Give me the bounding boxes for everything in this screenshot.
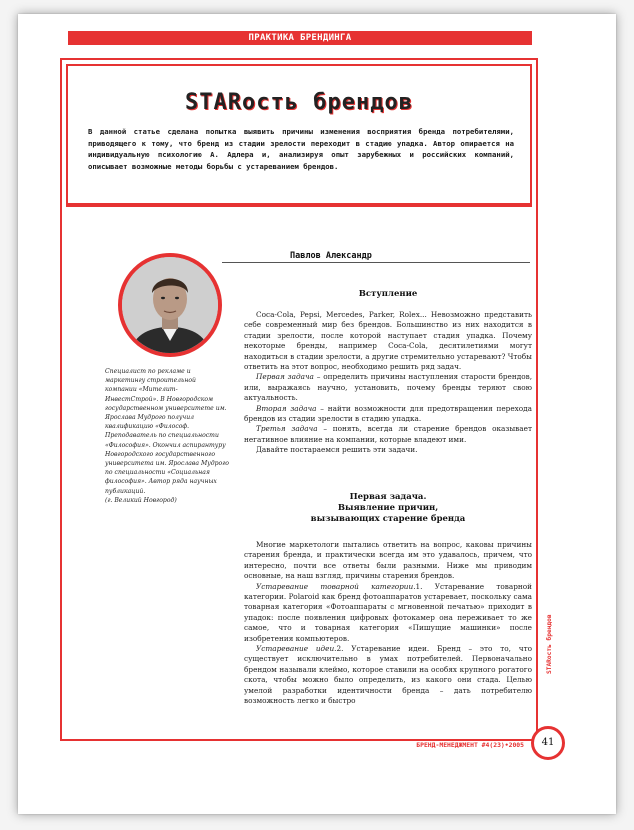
- paragraph: [244, 582, 532, 644]
- paragraph: [244, 372, 532, 403]
- italic-lead: Вторая задача: [256, 403, 317, 413]
- page-number: 41: [531, 726, 565, 760]
- paragraph: [244, 424, 532, 445]
- paragraph: Coca-Cola, Pepsi, Mercedes, Parker, Rolex... Невозможно представить себе современный мир без брендов. Большинство из них находится в стадии зрелости, после которой наступает стадия упадка. Почему некоторые бренды, например Coca-Cola, десятилетиями могут находиться в стадии зрелости, а другие стремительно устаревают? Чтобы ответить на этот вопрос, необходимо решить ряд задач.: [244, 310, 532, 372]
- section-heading-intro: Вступление: [358, 289, 418, 299]
- paragraph: [244, 404, 532, 425]
- article-title: STARость брендов: [185, 90, 413, 115]
- italic-lead: Первая задача: [256, 372, 314, 382]
- author-bio-text: Специалист по рекламе и маркетингу строительной компании «Мителит-ИнвестСтрой». В Новгородском государственном университете им. Ярослава Мудрого получил квалификацию «Философ. Преподаватель по специальности «Философия». Окончил аспирантуру Новгородского государственного университета им. Ярослава Мудрого по специальности «Социальная философия». Автор ряда научных публикаций.: [105, 368, 229, 495]
- lead-box-divider: [66, 205, 532, 207]
- italic-lead: Устаревание идеи.: [256, 644, 337, 654]
- author-portrait-image: [122, 257, 218, 353]
- magazine-footer: БРЕНД-МЕНЕДЖМЕНТ #4(23)•2005: [416, 741, 524, 749]
- paragraph-rest: 1. Устаревание товарной категории. Polaroid как бренд фотоаппаратов устаревает, поскольку сама товарная категория «Фотоаппараты с мгновенной печатью» приходит в упадок: после появления цифровых фотокамер она переживает то же самое, что и товарная категория «Пишущие машинки» после изобретения компьютеров.: [244, 581, 532, 643]
- paragraph: Давайте постараемся решить эти задачи.: [256, 445, 418, 455]
- paragraph: [244, 644, 532, 706]
- paragraph-rest: – определить причины наступления старости брендов, или, выражаясь научно, установить, почему бренды теряют свою актуальность.: [244, 372, 533, 403]
- paragraph-rest: – понять, всегда ли старение брендов оказывает негативное влияние на компании, которые владеют ими.: [244, 424, 532, 444]
- author-rule: [222, 262, 530, 263]
- italic-lead: Третья задача: [256, 424, 318, 434]
- side-running-title: STARость брендов: [546, 614, 553, 674]
- heading-line: Первая задача.: [349, 492, 427, 502]
- paragraph: Многие маркетологи пытались ответить на вопрос, каковы причины старения бренда, и практически всегда им это удавалось, причем, что интересно, почти все ответы были разными. Ниже мы приводим основные, на наш взгляд, причины старения брендов.: [244, 540, 532, 581]
- paragraph-rest: 2. Устаревание идеи. Бренд – это то, что существует исключительно в умах потребителей. Первоначально брендом называли клеймо, которое ставили на особях крупного рогатого скота, чтобы можно было определить, из какого они стада. Целью умелой разработки идентичности бренда – дать потребителю возможность легко и быстро: [244, 644, 532, 706]
- first-task-text: [244, 540, 532, 707]
- intro-text: [244, 310, 532, 456]
- heading-line: Выявление причин,: [337, 502, 439, 513]
- author-bio: [105, 367, 229, 505]
- heading-line: вызывающих старение бренда: [310, 513, 466, 524]
- italic-lead: Устаревание товарной категории.: [256, 581, 416, 591]
- paragraph-rest: – найти возможности для предотвращения перехода брендов из стадии зрелости в стадию упадка.: [244, 403, 532, 424]
- author-name: Павлов Александр: [286, 251, 376, 261]
- author-photo: [118, 253, 222, 357]
- article-lead: В данной статье сделана попытка выявить причины изменения восприятия бренда потребителями, приводящего к тому, что бренд из стадии зрелости переходит в стадию упадка. Автор опирается на индивидуальную психологию А. Адлера и, анализируя опыт зарубежных и российских компаний, описывает возможные методы борьбы с устареванием брендов.: [88, 127, 514, 171]
- rubric-banner: ПРАКТИКА БРЕНДИНГА: [68, 31, 532, 45]
- section-heading-first-task: [244, 492, 532, 524]
- author-city: (г. Великий Новгород): [105, 496, 177, 504]
